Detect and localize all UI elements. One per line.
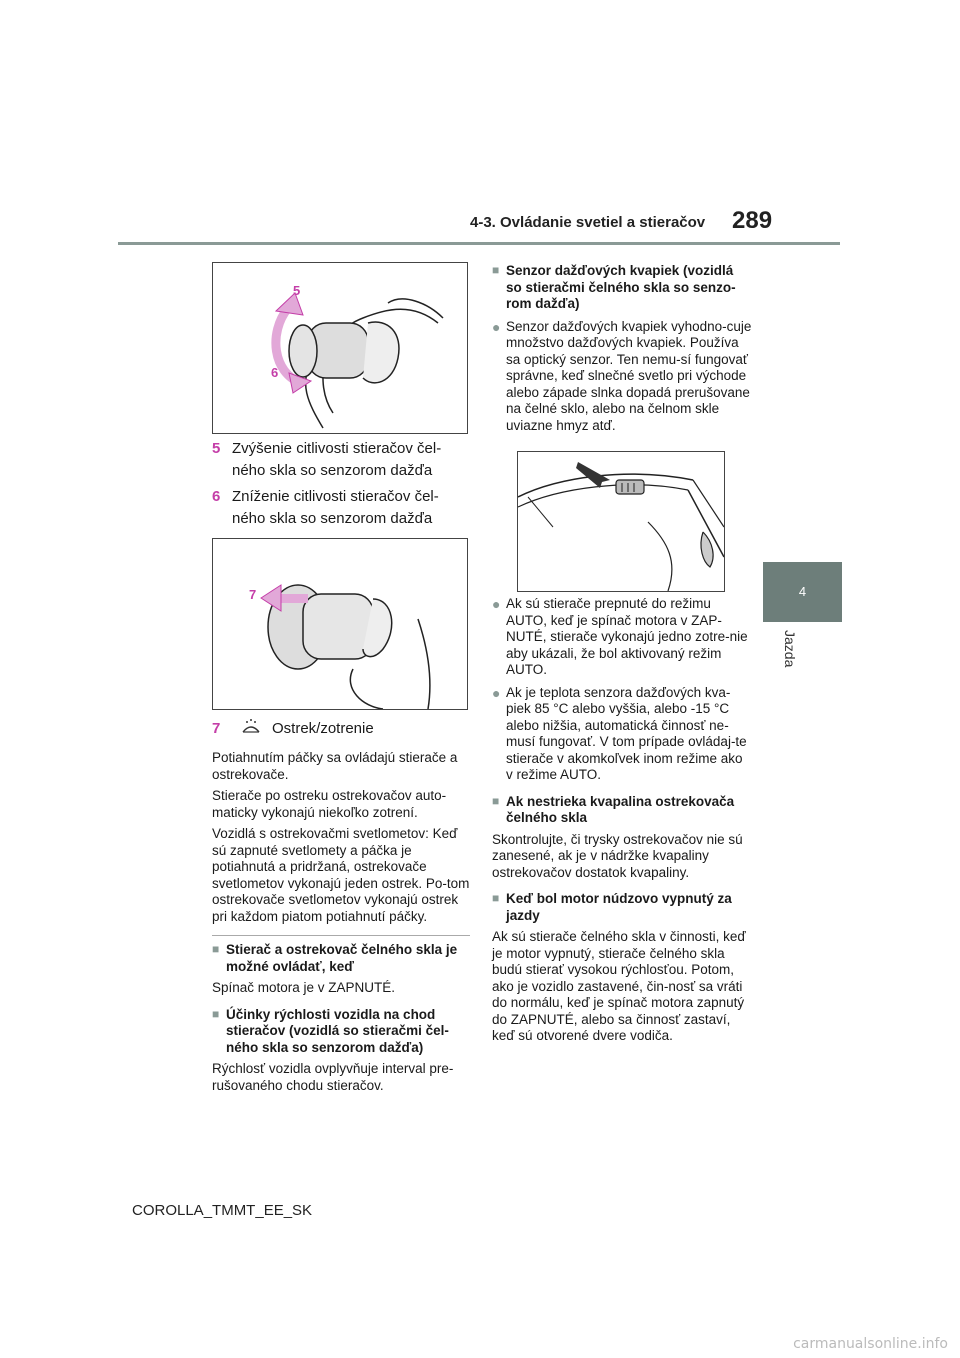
list-item: ● Ak sú stierače prepnuté do režimu AUTO, keď je spínač motora v ZAP-NUTÉ, stierače vykonajú jedno zotre-nie aby ukázali, že bol aktivovaný režim AUTO. xyxy=(492,596,748,677)
caption-7: 7 Ostrek/zotrenie xyxy=(212,718,472,743)
section-heading: ■ Senzor dažďových kvapiek (vozidlá so stieračmi čelného skla so senzo-rom dažďa) xyxy=(492,263,736,311)
windshield-sensor-illustration xyxy=(518,452,724,591)
section-title: 4-3. Ovládanie svetiel a stieračov xyxy=(470,214,706,231)
paragraph: Vozidlá s ostrekovačmi svetlometov: Keď sú zapnuté svetlomety a páčka je potiahnutá a pridržaná, ostrekovače svetlometov vykonajú jeden ostrek. Po-tom ostrekovače svetlometov vykonajú ostrek pri každom piatom potiahnutí páčky. xyxy=(212,826,470,924)
footer-doc-id: COROLLA_TMMT_EE_SK xyxy=(132,1202,313,1219)
section-heading: ■ Účinky rýchlosti vozidla na chod stieračov (vozidlá so stieračmi čel-ného skla so senzorom dažďa) xyxy=(212,1006,449,1055)
section-heading: ■ Ak nestrieka kvapalina ostrekovača čelného skla xyxy=(492,793,735,825)
watermark: carmanualsonline.info xyxy=(793,1336,948,1352)
paragraph: Spínač motora je v ZAPNUTÉ. xyxy=(212,980,396,995)
bullet-icon: ● xyxy=(492,684,501,701)
right-column-bottom xyxy=(492,596,752,1045)
left-column-body xyxy=(212,750,470,1094)
list-item: ● Senzor dažďových kvapiek vyhodno-cuje množstvo dažďových kvapiek. Používa sa optický senzor. Ten nemu-sí fungovať správne, keď slnečné svetlo pri východe alebo západe slnka dopadá prerušovane na čelné sklo, alebo na čelnom skle uviazne hmyz atď. xyxy=(492,318,752,433)
washer-icon xyxy=(240,718,272,743)
square-marker-icon: ■ xyxy=(212,942,220,956)
header-rule xyxy=(118,242,840,245)
square-marker-icon: ■ xyxy=(212,1006,220,1021)
figure-label-5: 5 xyxy=(293,283,301,298)
washer-pull-illustration xyxy=(213,539,467,709)
square-marker-icon: ■ xyxy=(492,891,500,905)
paragraph: Ak sú stierače čelného skla v činnosti, keď je motor vypnutý, stierače čelného skla budú stierať vysokou rýchlosťou. Potom, ako je vozidlo zastavené, čin-nosť sa vráti do normálu, keď je spínač motora zapnutý do ZAPNUTÉ, alebo sa činnosť zastaví, keď sú otvorené dvere vodiča. xyxy=(492,929,746,1043)
paragraph: Skontrolujte, či trysky ostrekovačov nie sú zanesené, ak je v nádržke kvapaliny ostrekovačov dostatok kvapaliny. xyxy=(492,831,743,880)
chapter-label: Jazda xyxy=(782,630,798,668)
figure-washer xyxy=(212,538,468,710)
figure-label-7: 7 xyxy=(249,587,257,602)
bullet-icon: ● xyxy=(492,318,501,335)
lever-rotation-illustration xyxy=(213,263,467,433)
page-number: 289 xyxy=(732,207,773,234)
square-marker-icon: ■ xyxy=(492,263,500,277)
bullet-icon: ● xyxy=(492,596,501,612)
section-heading: ■ Stierač a ostrekovač čelného skla je možné ovládať, keď xyxy=(212,942,458,974)
paragraph: Potiahnutím páčky sa ovládajú stierače a ostrekovače. xyxy=(212,750,458,782)
section-divider xyxy=(212,935,470,936)
figure-label-6: 6 xyxy=(271,365,279,380)
figure-wiper-sensitivity xyxy=(212,262,468,434)
section-heading: ■ Keď bol motor núdzovo vypnutý za jazdy xyxy=(492,891,732,923)
list-item: ● Ak je teplota senzora dažďových kva-piek 85 °C alebo vyššia, alebo -15 °C alebo nižšia, automatická činnosť ne-musí fungovať. V tom prípade ovládaj-te stierače v akomkoľvek inom režime ako v režime AUTO. xyxy=(492,684,747,782)
figure-rain-sensor xyxy=(517,451,725,592)
chapter-tab[interactable]: 4 xyxy=(763,562,842,622)
right-column-top xyxy=(492,263,752,434)
caption-5: 5 Zvýšenie citlivosti stieračov čel-ného skla so senzorom dažďa xyxy=(212,440,442,479)
paragraph: Rýchlosť vozidla ovplyvňuje interval pre-rušovaného chodu stieračov. xyxy=(212,1061,454,1093)
captions-5-6 xyxy=(212,438,472,530)
paragraph: Stierače po ostreku ostrekovačov auto-maticky vykonajú niekoľko zotrení. xyxy=(212,788,447,820)
caption-6: 6 Zníženie citlivosti stieračov čel-ného skla so senzorom dažďa xyxy=(212,488,439,527)
square-marker-icon: ■ xyxy=(492,793,500,808)
